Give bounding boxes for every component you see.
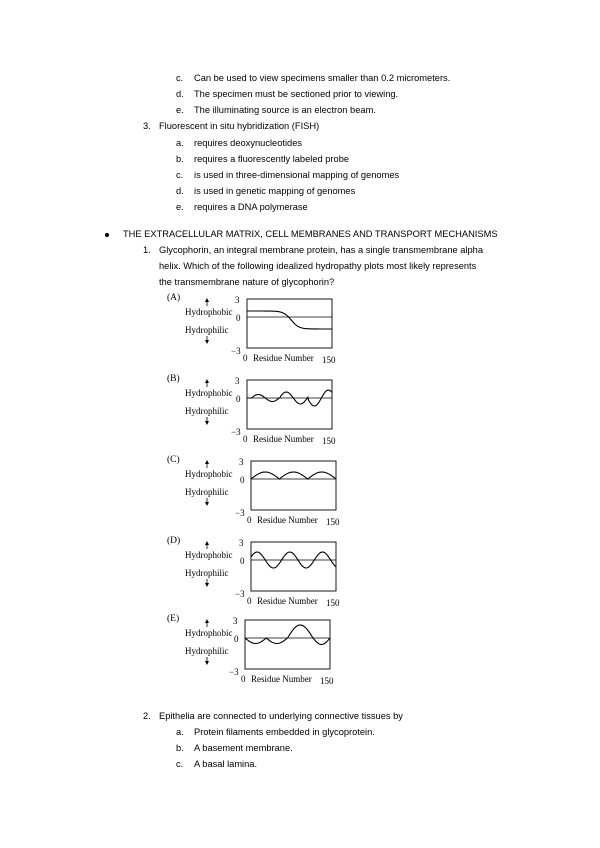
hydrophilic-label: Hydrophilic — [185, 646, 229, 656]
option-text: requires deoxynucleotides — [194, 138, 303, 148]
y-max-label: 3 — [235, 295, 240, 305]
option-text: The illuminating source is an electron beam. — [194, 105, 376, 115]
option-text: A basement membrane. — [194, 743, 293, 753]
hydropathy-plot-c — [165, 455, 355, 535]
x-min-label: 0 — [241, 674, 246, 684]
plot-frame — [251, 461, 336, 510]
question-text-line: Glycophorin, an integral membrane protein, has a single transmembrane alpha — [159, 245, 484, 255]
hydrophilic-label: Hydrophilic — [185, 568, 229, 578]
hydropathy-curve — [245, 625, 330, 645]
plot-letter: (D) — [167, 536, 181, 546]
plot-frame — [251, 542, 336, 591]
x-max-label: 150 — [320, 676, 334, 686]
y-zero-label: 0 — [234, 634, 239, 644]
x-min-label: 0 — [247, 596, 252, 606]
question-number: 1. — [143, 245, 151, 255]
arrow-down-head-icon — [205, 661, 209, 665]
x-max-label: 150 — [322, 436, 336, 446]
y-zero-label: 0 — [240, 475, 245, 485]
plot-frame — [247, 380, 332, 429]
x-axis-label: Residue Number — [253, 353, 314, 363]
option-marker: d. — [176, 186, 184, 196]
question-text-line: helix. Which of the following idealized hydropathy plots most likely represents — [159, 261, 477, 271]
y-zero-label: 0 — [236, 313, 241, 323]
option-text: is used in three-dimensional mapping of genomes — [194, 170, 400, 180]
hydropathy-curve — [251, 472, 336, 479]
bullet-icon — [105, 233, 109, 237]
section-title: THE EXTRACELLULAR MATRIX, CELL MEMBRANES AND TRANSPORT MECHANISMS — [123, 229, 498, 239]
x-min-label: 0 — [243, 434, 248, 444]
option-marker: b. — [176, 154, 184, 164]
y-min-label: −3 — [231, 427, 241, 437]
x-max-label: 150 — [322, 355, 336, 365]
option-marker: a. — [176, 138, 184, 148]
y-max-label: 3 — [235, 376, 240, 386]
x-max-label: 150 — [326, 517, 340, 527]
option-marker: b. — [176, 743, 184, 753]
x-axis-label: Residue Number — [251, 674, 312, 684]
hydropathy-plot-b — [165, 374, 355, 454]
arrow-up-head-icon — [205, 619, 209, 623]
question-text: Epithelia are connected to underlying connective tissues by — [159, 711, 403, 721]
hydropathy-plot-d — [165, 536, 355, 616]
option-text: is used in genetic mapping of genomes — [194, 186, 356, 196]
option-text: Can be used to view specimens smaller than 0.2 micrometers. — [194, 73, 451, 83]
y-zero-label: 0 — [240, 556, 245, 566]
question-number: 2. — [143, 711, 151, 721]
y-max-label: 3 — [239, 457, 244, 467]
arrow-up-head-icon — [205, 541, 209, 545]
x-axis-label: Residue Number — [253, 434, 314, 444]
arrow-up-head-icon — [205, 379, 209, 383]
option-marker: c. — [176, 73, 184, 83]
x-axis-label: Residue Number — [257, 515, 318, 525]
hydrophobic-label: Hydrophobic — [185, 550, 233, 560]
x-min-label: 0 — [247, 515, 252, 525]
hydrophobic-label: Hydrophobic — [185, 388, 233, 398]
arrow-up-head-icon — [205, 460, 209, 464]
hydrophobic-label: Hydrophobic — [185, 307, 233, 317]
arrow-down-head-icon — [205, 421, 209, 425]
hydrophobic-label: Hydrophobic — [185, 628, 233, 638]
option-marker: a. — [176, 727, 184, 737]
x-min-label: 0 — [243, 353, 248, 363]
hydropathy-plot-e — [165, 614, 355, 694]
y-min-label: −3 — [235, 508, 245, 518]
hydrophobic-label: Hydrophobic — [185, 469, 233, 479]
plot-frame — [247, 299, 332, 348]
option-marker: e. — [176, 202, 184, 212]
option-marker: c. — [176, 759, 184, 769]
question-number: 3. — [143, 121, 151, 131]
y-min-label: −3 — [229, 667, 239, 677]
option-marker: c. — [176, 170, 184, 180]
hydropathy-plot-a — [165, 293, 355, 373]
option-text: The specimen must be sectioned prior to viewing. — [194, 89, 399, 99]
plot-frame — [245, 620, 330, 669]
y-max-label: 3 — [233, 616, 238, 626]
y-min-label: −3 — [235, 589, 245, 599]
hydrophilic-label: Hydrophilic — [185, 325, 229, 335]
hydropathy-curve — [247, 311, 332, 329]
option-text: requires a DNA polymerase — [194, 202, 308, 212]
option-marker: d. — [176, 89, 184, 99]
option-text: requires a fluorescently labeled probe — [194, 154, 350, 164]
x-axis-label: Residue Number — [257, 596, 318, 606]
plot-letter: (A) — [167, 293, 181, 303]
arrow-down-head-icon — [205, 502, 209, 506]
arrow-down-head-icon — [205, 340, 209, 344]
plot-letter: (C) — [167, 455, 180, 465]
question-text-line: the transmembrane nature of glycophorin? — [159, 277, 335, 287]
arrow-up-head-icon — [205, 298, 209, 302]
x-max-label: 150 — [326, 598, 340, 608]
hydrophilic-label: Hydrophilic — [185, 406, 229, 416]
plot-letter: (B) — [167, 374, 180, 384]
arrow-down-head-icon — [205, 583, 209, 587]
option-text: A basal lamina. — [194, 759, 258, 769]
option-text: Protein filaments embedded in glycoprotein. — [194, 727, 375, 737]
plot-letter: (E) — [167, 614, 180, 624]
y-max-label: 3 — [239, 538, 244, 548]
hydrophilic-label: Hydrophilic — [185, 487, 229, 497]
question-text: Fluorescent in situ hybridization (FISH) — [159, 121, 320, 131]
y-zero-label: 0 — [236, 394, 241, 404]
y-min-label: −3 — [231, 346, 241, 356]
option-marker: e. — [176, 105, 184, 115]
